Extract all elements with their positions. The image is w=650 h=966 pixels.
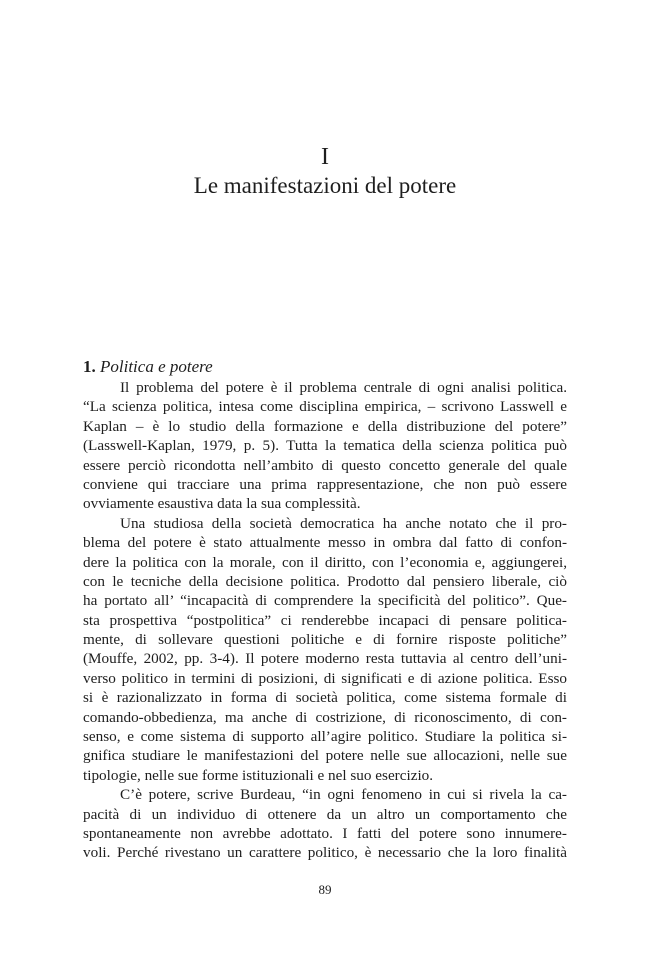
text-line: C’è potere, scrive Burdeau, “in ogni fenomeno in cui si rivela la ca- (120, 786, 567, 804)
text-line: Kaplan – è lo studio della formazione e della distribuzione del potere” (83, 417, 567, 435)
text-line: senso, e come sistema di supporto all’agire politico. Studiare la politica si- (83, 728, 567, 746)
text-line: spontaneamente non avrebbe adottato. I fatti del potere sono innumere- (83, 824, 567, 842)
section-heading (83, 356, 213, 378)
text-line: Una studiosa della società democratica ha anche notato che il pro- (120, 514, 567, 532)
text-line: mente, di sollevare questioni politiche e di fornire risposte politiche” (83, 631, 567, 649)
text-line: sta prospettiva “postpolitica” ci renderebbe incapaci di pensare politica- (83, 611, 567, 629)
text-line: si è razionalizzato in forma di società politica, come sistema formale di (83, 689, 567, 707)
page-number: 89 (318, 882, 332, 897)
text-line: pacità di un individuo di ottenere da un altro un comportamento che (83, 805, 567, 823)
text-line: verso politico in termini di posizioni, di significati e di azione politica. Esso (83, 669, 567, 687)
section-title: Politica e potere (100, 357, 213, 376)
text-line: voli. Perché rivestano un carattere politico, è necessario che la loro finalità (83, 844, 567, 862)
text-line: conviene qui tracciare una prima rappresentazione, che non può essere (83, 475, 567, 493)
text-line: con le tecniche della decisione politica. Prodotto dal pensiero liberale, ciò (83, 572, 567, 590)
text-line: “La scienza politica, intesa come disciplina empirica, – scrivono Lasswell e (83, 398, 567, 416)
text-line: ovviamente esaustiva data la sua complessità. (83, 495, 361, 513)
text-line: ha portato all’ “incapacità di comprendere la specificità del politico”. Que- (83, 592, 567, 610)
chapter-title: Le manifestazioni del potere (193, 173, 457, 198)
text-line: essere perciò ricondotta nell’ambito di questo concetto generale del quale (83, 456, 567, 474)
body-text (83, 378, 567, 863)
section-number: 1. (83, 357, 96, 376)
text-line: (Mouffe, 2002, pp. 3-4). Il potere moderno resta tuttavia al centro dell’uni- (83, 650, 567, 668)
text-line: comando-obbedienza, ma anche di costrizione, di riconoscimento, di con- (83, 708, 567, 726)
text-line: (Lasswell-Kaplan, 1979, p. 5). Tutta la tematica della scienza politica può (83, 437, 567, 455)
text-line: Il problema del potere è il problema centrale di ogni analisi politica. (120, 379, 567, 396)
text-line: dere la politica con la morale, con il diritto, con l’economia e, aggiungerei, (83, 553, 567, 571)
text-line: blema del potere è stato attualmente messo in ombra dal fatto di confon- (83, 534, 567, 552)
text-line: tipologie, nelle sue forme istituzionali e nel suo esercizio. (83, 766, 434, 784)
chapter-number: I (321, 144, 329, 170)
text-line: gnifica studiare le manifestazioni del potere nelle sue allocazioni, nelle sue (83, 747, 567, 765)
